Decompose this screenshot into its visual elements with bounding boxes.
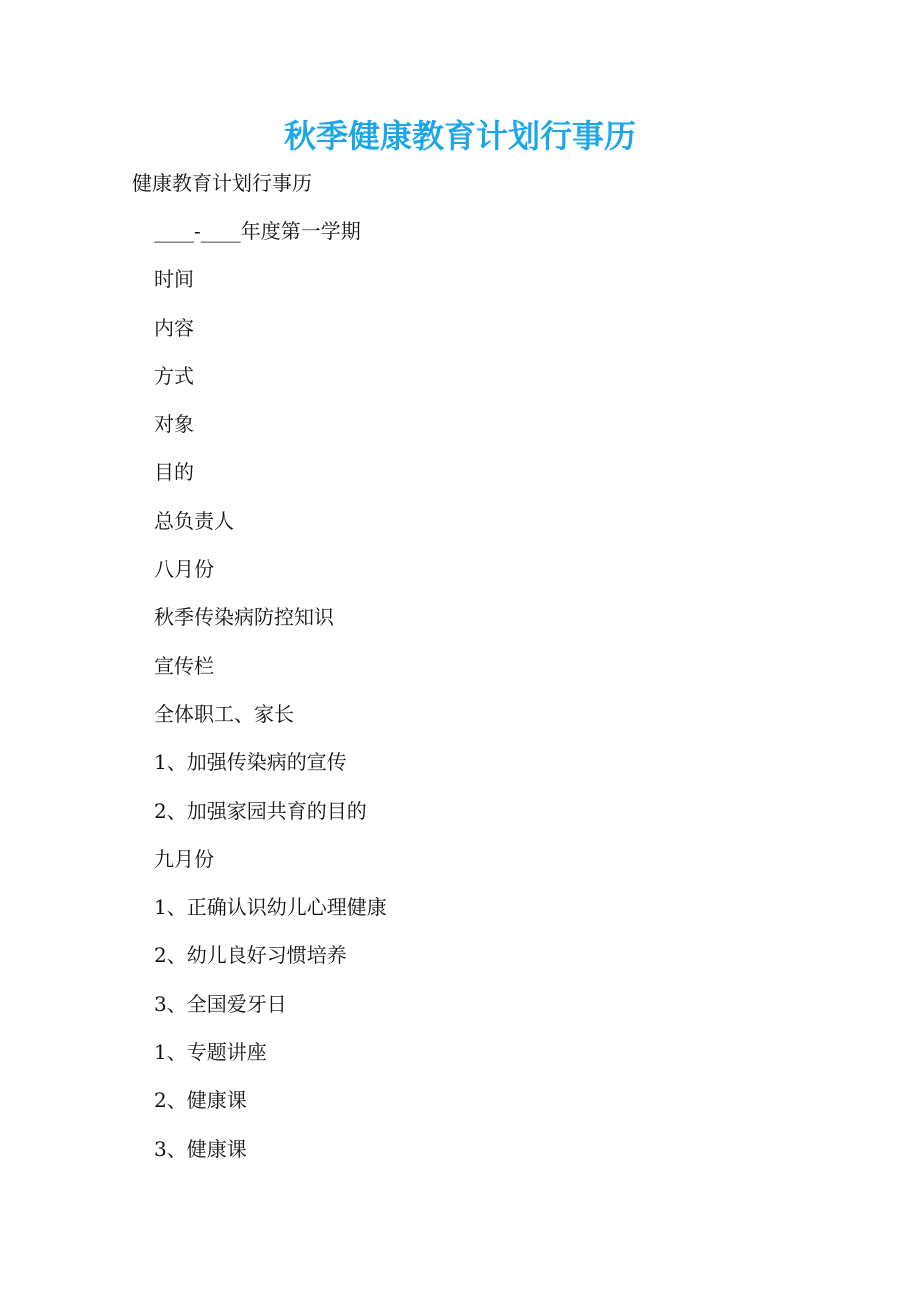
content-line: 目的 <box>154 460 194 485</box>
content-line: 总负责人 <box>154 508 234 533</box>
content-line: 内容 <box>154 315 194 340</box>
content-line: 1、加强传染病的宣传 <box>154 750 347 775</box>
content-line: 2、健康课 <box>154 1088 247 1113</box>
content-line: 对象 <box>154 412 194 437</box>
content-line: 2、幼儿良好习惯培养 <box>154 943 347 968</box>
content-line: 1、专题讲座 <box>154 1040 267 1065</box>
content-line: 宣传栏 <box>154 653 214 678</box>
content-line: 九月份 <box>154 846 214 871</box>
content-line: ____-____年度第一学期 <box>154 219 361 243</box>
content-line: 1、正确认识幼儿心理健康 <box>154 895 387 920</box>
content-line: 八月份 <box>154 557 214 582</box>
content-line: 秋季传染病防控知识 <box>154 605 334 630</box>
content-line: 方式 <box>154 363 194 388</box>
content-line: 3、健康课 <box>154 1136 247 1161</box>
content-line: 时间 <box>154 267 194 292</box>
content-line: 3、全国爱牙日 <box>154 991 287 1016</box>
content-lines <box>154 216 387 1182</box>
content-line: 2、加强家园共育的目的 <box>154 798 367 823</box>
document-title: 秋季健康教育计划行事历 <box>283 117 636 155</box>
content-line: 全体职工、家长 <box>154 701 294 726</box>
document-subtitle: 健康教育计划行事历 <box>132 171 312 195</box>
